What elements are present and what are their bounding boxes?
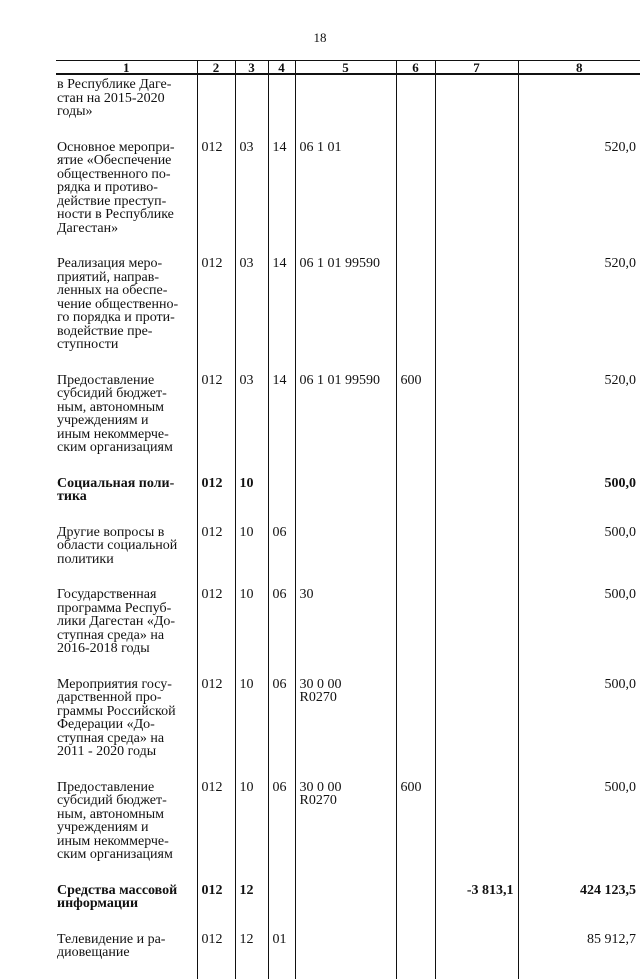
- cell-expense-type: [396, 74, 435, 138]
- cell-expense-type: [396, 474, 435, 523]
- cell-expense-type: [396, 881, 435, 930]
- cell-amount: [518, 74, 640, 138]
- page-number: 18: [313, 30, 327, 45]
- cell-ministry-code: 012: [197, 474, 235, 523]
- cell-section-code: 10: [235, 675, 268, 778]
- cell-target-article: [295, 74, 396, 138]
- cell-section-code: 12: [235, 930, 268, 979]
- table-row: [56, 254, 640, 371]
- cell-section-code: [235, 74, 268, 138]
- cell-subsection-code: 06: [268, 585, 295, 675]
- cell-section-code: 10: [235, 474, 268, 523]
- table-row: [56, 474, 640, 523]
- cell-ministry-code: 012: [197, 881, 235, 930]
- cell-change: [435, 74, 518, 138]
- cell-subsection-code: 14: [268, 371, 295, 474]
- cell-amount: 520,0: [518, 254, 640, 371]
- cell-change: [435, 371, 518, 474]
- cell-subsection-code: [268, 881, 295, 930]
- cell-change: [435, 474, 518, 523]
- cell-name: Мероприятия госу- дарственной про- граммы Российской Федерации «До- ступная среда» на 2011 - 2020 годы: [56, 675, 197, 778]
- cell-subsection-code: 06: [268, 778, 295, 881]
- cell-ministry-code: 012: [197, 254, 235, 371]
- cell-target-article: 30: [295, 585, 396, 675]
- col-header-8: 8: [518, 61, 640, 75]
- cell-name: Телевидение и ра- диовещание: [56, 930, 197, 979]
- budget-table: [56, 60, 640, 979]
- table-row: [56, 371, 640, 474]
- cell-name: Другие вопросы в области социальной политики: [56, 523, 197, 586]
- table-row: [56, 74, 640, 138]
- table-row: [56, 138, 640, 255]
- cell-name: Государственная программа Респуб- лики Дагестан «До- ступная среда» на 2016-2018 годы: [56, 585, 197, 675]
- col-header-1: 1: [56, 61, 197, 75]
- col-header-7: 7: [435, 61, 518, 75]
- cell-section-code: 10: [235, 585, 268, 675]
- cell-expense-type: [396, 930, 435, 979]
- table-row: [56, 523, 640, 586]
- cell-name: Предоставление субсидий бюджет- ным, автономным учреждениям и иным некоммерче- ским организациям: [56, 778, 197, 881]
- cell-subsection-code: [268, 74, 295, 138]
- table-body: [56, 74, 640, 979]
- cell-change: -3 813,1: [435, 881, 518, 930]
- cell-section-code: 10: [235, 778, 268, 881]
- cell-section-code: 03: [235, 138, 268, 255]
- cell-ministry-code: 012: [197, 371, 235, 474]
- cell-subsection-code: 14: [268, 138, 295, 255]
- col-header-4: 4: [268, 61, 295, 75]
- col-header-2: 2: [197, 61, 235, 75]
- cell-change: [435, 675, 518, 778]
- cell-expense-type: [396, 138, 435, 255]
- cell-amount: 500,0: [518, 523, 640, 586]
- cell-target-article: 30 0 00 R0270: [295, 675, 396, 778]
- cell-ministry-code: 012: [197, 523, 235, 586]
- cell-name: Социальная поли- тика: [56, 474, 197, 523]
- cell-target-article: [295, 930, 396, 979]
- cell-change: [435, 585, 518, 675]
- cell-change: [435, 138, 518, 255]
- cell-amount: 500,0: [518, 474, 640, 523]
- cell-target-article: 30 0 00 R0270: [295, 778, 396, 881]
- cell-amount: 500,0: [518, 778, 640, 881]
- table-row: [56, 585, 640, 675]
- cell-target-article: [295, 474, 396, 523]
- col-header-3: 3: [235, 61, 268, 75]
- cell-ministry-code: 012: [197, 138, 235, 255]
- cell-ministry-code: 012: [197, 675, 235, 778]
- cell-section-code: 03: [235, 254, 268, 371]
- cell-expense-type: 600: [396, 371, 435, 474]
- cell-amount: 500,0: [518, 675, 640, 778]
- cell-change: [435, 778, 518, 881]
- cell-section-code: 12: [235, 881, 268, 930]
- cell-target-article: 06 1 01 99590: [295, 254, 396, 371]
- cell-change: [435, 930, 518, 979]
- cell-expense-type: [396, 523, 435, 586]
- table-row: [56, 675, 640, 778]
- table-row: [56, 881, 640, 930]
- cell-amount: 424 123,5: [518, 881, 640, 930]
- cell-name: Реализация меро- приятий, направ- ленных на обеспе- чение общественно- го порядка и проти- водействие пре- ступности: [56, 254, 197, 371]
- cell-amount: 85 912,7: [518, 930, 640, 979]
- table-row: [56, 930, 640, 979]
- cell-subsection-code: 01: [268, 930, 295, 979]
- cell-expense-type: [396, 585, 435, 675]
- cell-expense-type: 600: [396, 778, 435, 881]
- cell-ministry-code: 012: [197, 585, 235, 675]
- cell-target-article: [295, 523, 396, 586]
- col-header-5: 5: [295, 61, 396, 75]
- cell-amount: 520,0: [518, 371, 640, 474]
- table-row: [56, 778, 640, 881]
- cell-section-code: 10: [235, 523, 268, 586]
- cell-ministry-code: 012: [197, 930, 235, 979]
- cell-amount: 520,0: [518, 138, 640, 255]
- cell-ministry-code: 012: [197, 778, 235, 881]
- cell-subsection-code: 06: [268, 675, 295, 778]
- cell-change: [435, 254, 518, 371]
- header-row: [56, 61, 640, 75]
- cell-target-article: 06 1 01 99590: [295, 371, 396, 474]
- cell-name: Предоставление субсидий бюджет- ным, автономным учреждениям и иным некоммерче- ским организациям: [56, 371, 197, 474]
- cell-section-code: 03: [235, 371, 268, 474]
- cell-subsection-code: 06: [268, 523, 295, 586]
- cell-subsection-code: 14: [268, 254, 295, 371]
- cell-target-article: 06 1 01: [295, 138, 396, 255]
- cell-change: [435, 523, 518, 586]
- cell-expense-type: [396, 254, 435, 371]
- cell-target-article: [295, 881, 396, 930]
- col-header-6: 6: [396, 61, 435, 75]
- cell-name: Основное меропри- ятие «Обеспечение общественного по- рядка и противо- действие преступ- ности в Республике Дагестан»: [56, 138, 197, 255]
- cell-amount: 500,0: [518, 585, 640, 675]
- cell-ministry-code: [197, 74, 235, 138]
- cell-name: в Республике Даге- стан на 2015-2020 годы»: [56, 74, 197, 138]
- cell-expense-type: [396, 675, 435, 778]
- cell-name: Средства массовой информации: [56, 881, 197, 930]
- cell-subsection-code: [268, 474, 295, 523]
